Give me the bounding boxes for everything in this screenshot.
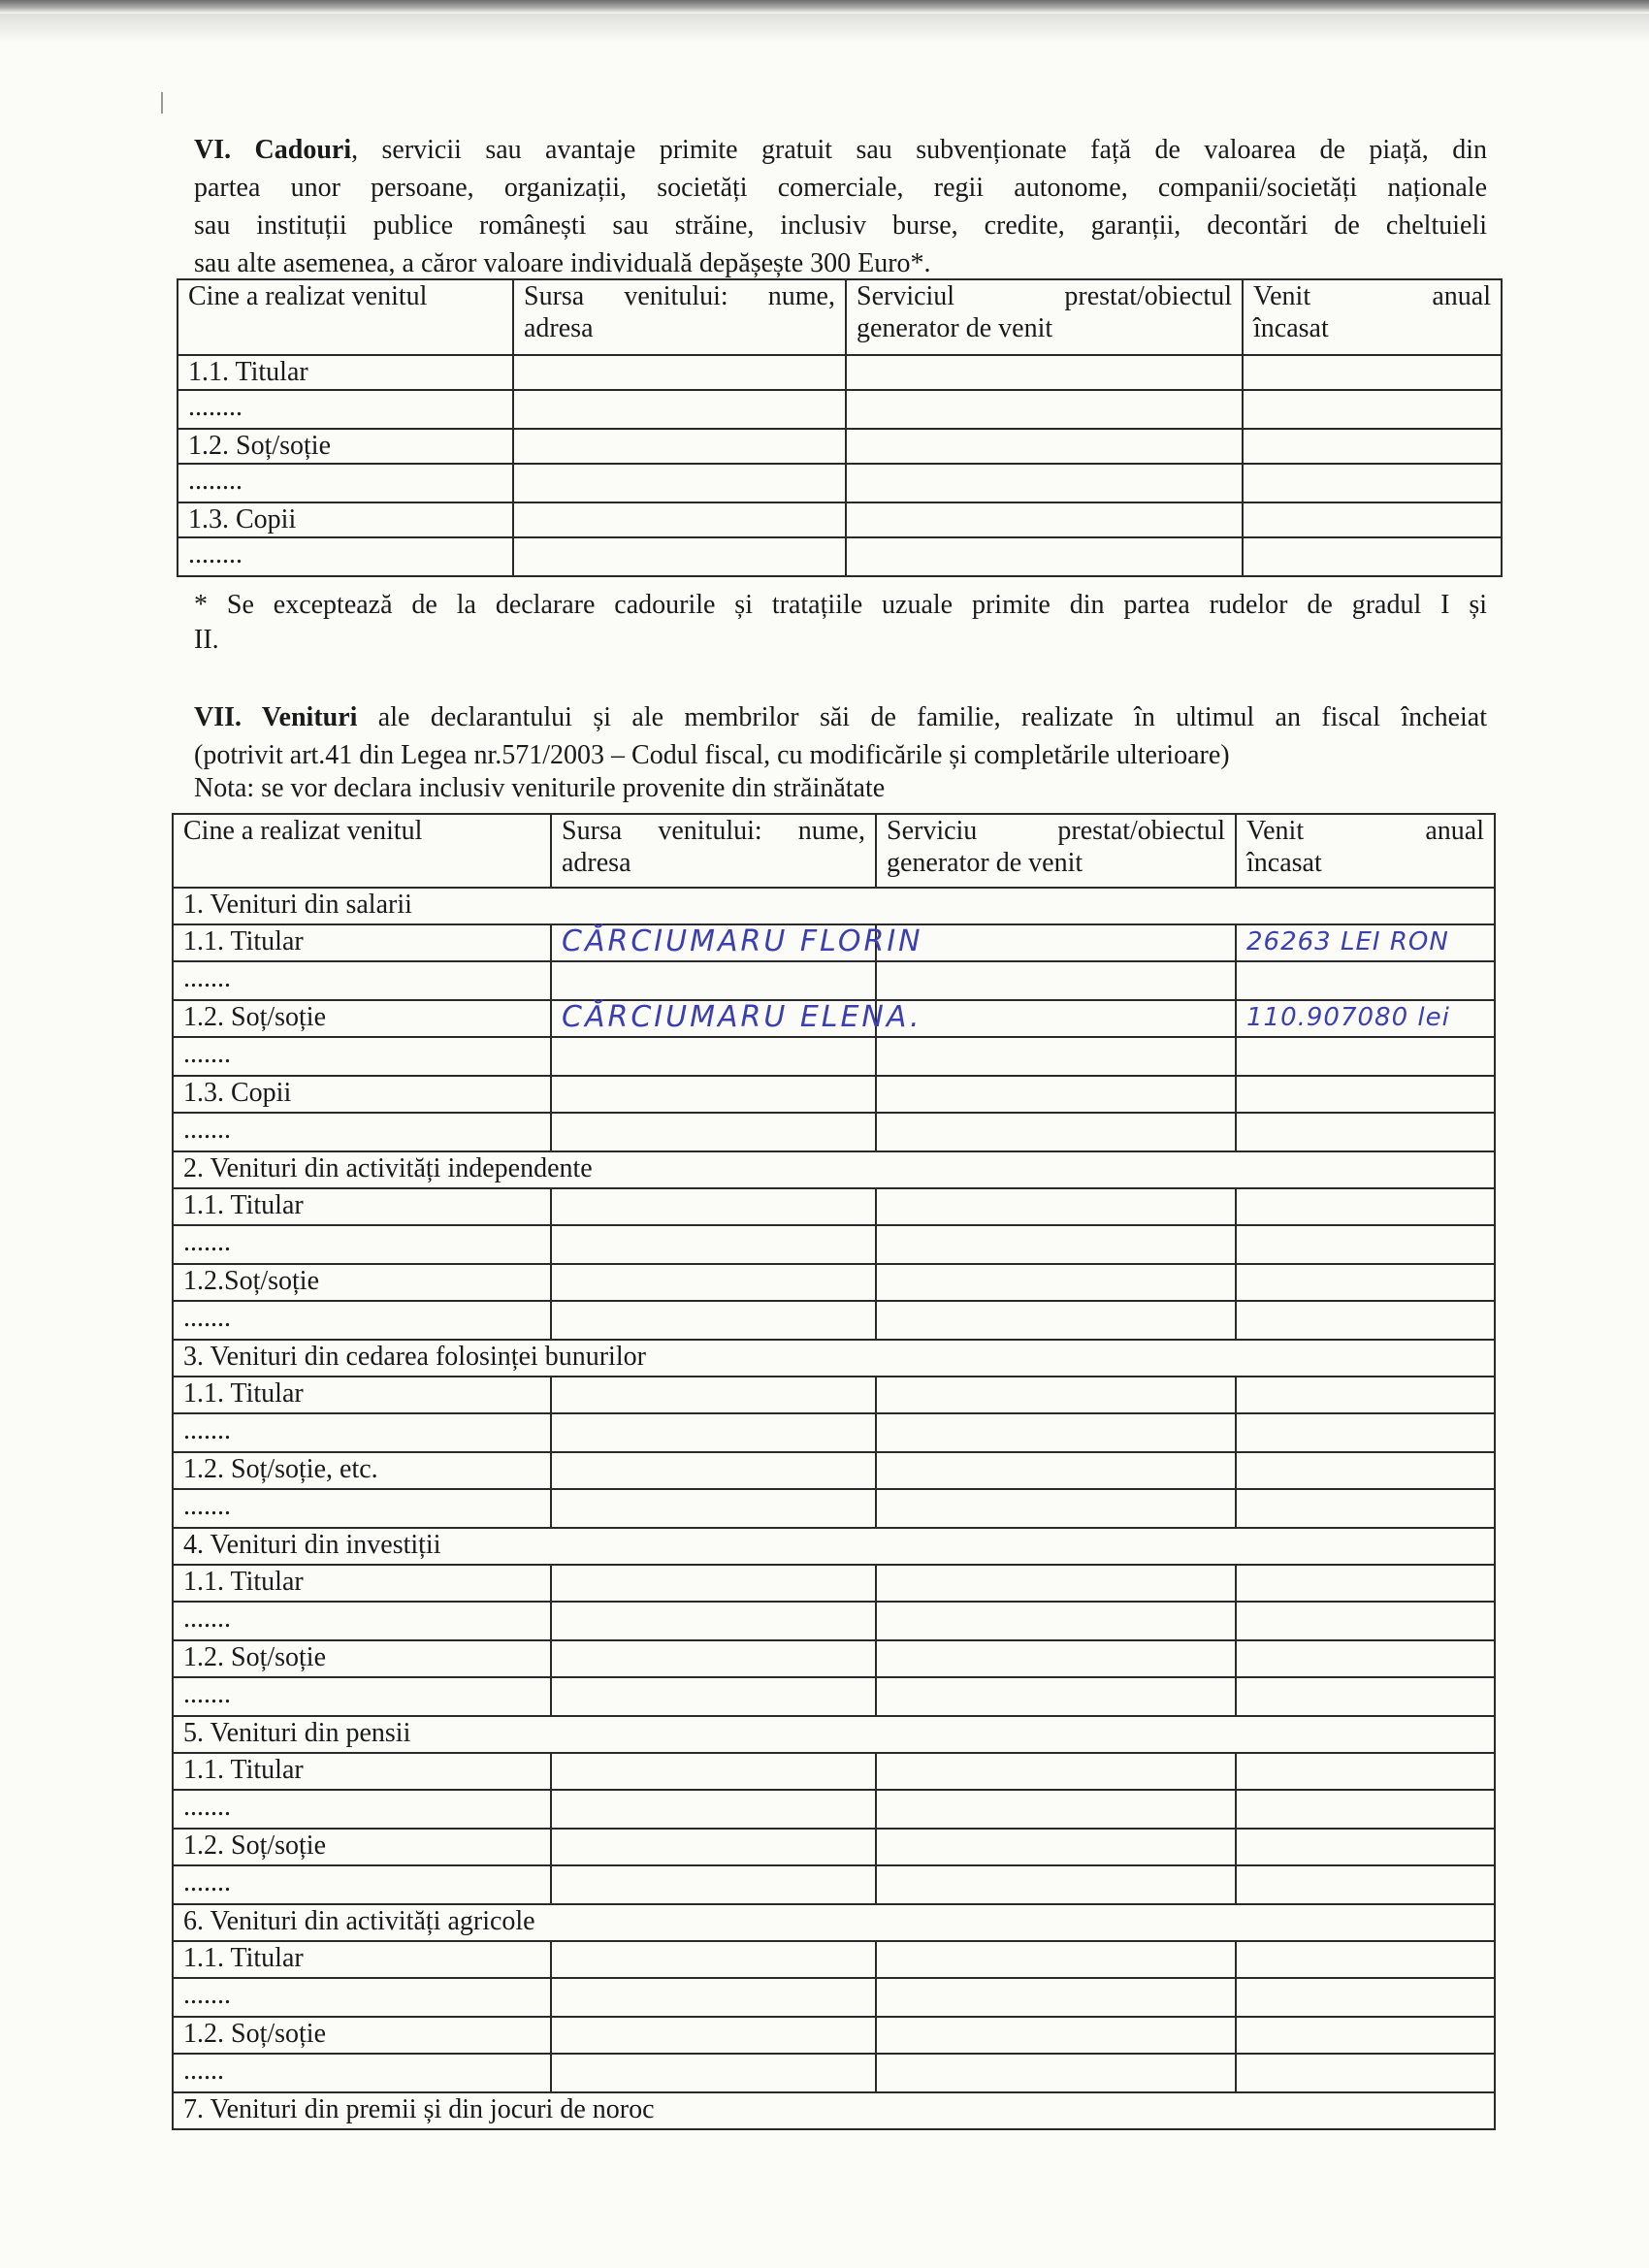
table-row: [173, 1640, 1495, 1677]
handwritten-source: [551, 1000, 922, 1037]
table-row: [173, 1000, 1495, 1037]
empty-cell: [876, 1076, 1236, 1113]
empty-cell: [551, 961, 876, 1000]
empty-cell: [876, 1565, 1236, 1602]
empty-cell: [846, 464, 1243, 502]
empty-cell: [876, 1113, 1236, 1151]
empty-cell: [1236, 1865, 1495, 1904]
empty-cell: [876, 1602, 1236, 1640]
empty-cell: [876, 1037, 1236, 1076]
empty-cell: [876, 1640, 1236, 1677]
empty-cell: [876, 1377, 1236, 1413]
income-table: [172, 813, 1496, 2130]
handwritten-source: [551, 924, 923, 961]
empty-cell: [551, 1640, 876, 1677]
table-row: [173, 961, 1495, 1000]
category-row: [173, 1904, 1495, 1941]
empty-cell: [551, 1076, 876, 1113]
table-row: [173, 1753, 1495, 1790]
empty-cell: [551, 1452, 876, 1489]
empty-cell: [513, 355, 846, 390]
row-label: .......: [173, 1677, 551, 1716]
empty-cell: [551, 1377, 876, 1413]
handwritten-income: [1236, 924, 1495, 961]
empty-cell: [876, 1941, 1236, 1978]
empty-cell: [551, 1188, 876, 1225]
table-row: [173, 1489, 1495, 1528]
section7-intro-note: Nota: se vor declara inclusiv veniturile provenite din străinătate: [194, 773, 886, 803]
row-label: .......: [173, 1037, 551, 1076]
empty-cell: [1236, 1264, 1495, 1301]
empty-cell: [1236, 1753, 1495, 1790]
empty-cell: [876, 2054, 1236, 2092]
table-row: [173, 1264, 1495, 1301]
gifts-header-row: [178, 279, 1502, 355]
empty-cell: [1236, 1113, 1495, 1151]
category-row: [173, 1151, 1495, 1188]
empty-cell: [876, 1790, 1236, 1829]
row-label: 1.2.Soț/soție: [173, 1264, 551, 1301]
row-label: ........: [178, 464, 513, 502]
row-label: 1.2. Soț/soție: [173, 1640, 551, 1677]
empty-cell: [551, 1264, 876, 1301]
row-label: 1.1. Titular: [173, 1565, 551, 1602]
empty-cell: [551, 1941, 876, 1978]
empty-cell: [1236, 1565, 1495, 1602]
row-label: .......: [173, 1413, 551, 1452]
handwritten-source-text: CĂRCIUMARU FLORIN: [562, 924, 923, 958]
empty-cell: [1243, 355, 1502, 390]
empty-cell: [1236, 1602, 1495, 1640]
empty-cell: [551, 1865, 876, 1904]
table-row: [173, 1790, 1495, 1829]
table-row: [178, 537, 1502, 576]
empty-cell: [551, 1113, 876, 1151]
category-title: 2. Venituri din activități independente: [173, 1151, 1495, 1188]
empty-cell: [846, 355, 1243, 390]
empty-cell: [876, 1978, 1236, 2017]
empty-cell: [1236, 1301, 1495, 1340]
section7-heading: VII. Venituri: [194, 702, 358, 732]
income-col-service: Serviciu prestat/obiectul generator de venit: [876, 814, 1236, 888]
category-title: 7. Venituri din premii și din jocuri de noroc: [173, 2092, 1495, 2129]
table-row: [173, 1413, 1495, 1452]
empty-cell: [1236, 2054, 1495, 2092]
table-row: [173, 1565, 1495, 1602]
category-row: [173, 2092, 1495, 2129]
empty-cell: [513, 537, 846, 576]
row-label: 1.1. Titular: [173, 1941, 551, 1978]
scan-top-edge: [0, 0, 1649, 14]
empty-cell: [876, 1413, 1236, 1452]
empty-cell: [1236, 1452, 1495, 1489]
row-label: .......: [173, 1790, 551, 1829]
col-source: Sursa venitului: nume, adresa: [513, 279, 846, 355]
handwritten-income: [1236, 1000, 1495, 1037]
category-row: [173, 1340, 1495, 1377]
empty-cell: [513, 429, 846, 464]
category-title: 5. Venituri din pensii: [173, 1716, 1495, 1753]
empty-cell: [551, 1565, 876, 1602]
row-label: .......: [173, 1225, 551, 1264]
empty-cell: [551, 2054, 876, 2092]
row-label: .......: [173, 1489, 551, 1528]
empty-cell: [1243, 429, 1502, 464]
table-row: [173, 2017, 1495, 2054]
table-row: [173, 924, 1495, 961]
empty-cell: [876, 1865, 1236, 1904]
row-label: 1.2. Soț/soție: [173, 1829, 551, 1865]
row-label: 1.2. Soț/soție: [178, 429, 513, 464]
empty-cell: [876, 924, 1236, 961]
gifts-table: [177, 278, 1503, 577]
empty-cell: [1236, 1413, 1495, 1452]
empty-cell: [876, 1677, 1236, 1716]
row-label: ........: [178, 390, 513, 429]
table-row: [173, 1829, 1495, 1865]
table-row: [173, 1037, 1495, 1076]
row-label: 1.1. Titular: [178, 355, 513, 390]
row-label: .......: [173, 1113, 551, 1151]
empty-cell: [1236, 1076, 1495, 1113]
empty-cell: [551, 2017, 876, 2054]
section7-intro: [194, 698, 1487, 803]
empty-cell: [876, 1000, 1236, 1037]
handwritten-income-text: 26263 LEI RON: [1246, 927, 1449, 956]
table-row: [178, 355, 1502, 390]
empty-cell: [1236, 1377, 1495, 1413]
row-label: 1.1. Titular: [173, 1753, 551, 1790]
empty-cell: [1243, 464, 1502, 502]
empty-cell: [876, 2017, 1236, 2054]
row-label: ......: [173, 2054, 551, 2092]
empty-cell: [513, 464, 846, 502]
table-row: [173, 1941, 1495, 1978]
empty-cell: [1236, 1188, 1495, 1225]
row-label: .......: [173, 1301, 551, 1340]
empty-cell: [876, 1829, 1236, 1865]
row-label: 1.1. Titular: [173, 1377, 551, 1413]
section7-intro-line1: [194, 698, 1487, 736]
empty-cell: [551, 1790, 876, 1829]
table-row: [173, 2054, 1495, 2092]
section7-intro-text1: ale declarantului și ale membrilor săi de familie, realizate în ultimul an fiscal încheiat: [357, 702, 1487, 732]
gifts-footnote: [194, 588, 1487, 658]
row-label: .......: [173, 1602, 551, 1640]
category-row: [173, 1528, 1495, 1565]
category-title: 3. Venituri din cedarea folosinței bunurilor: [173, 1340, 1495, 1377]
empty-cell: [876, 1264, 1236, 1301]
category-row: [173, 888, 1495, 924]
col-income: Venit anual încasat: [1243, 279, 1502, 355]
row-label: 1.3. Copii: [173, 1076, 551, 1113]
empty-cell: [1236, 1640, 1495, 1677]
row-label: 1.3. Copii: [178, 502, 513, 537]
income-col-who: Cine a realizat venitul: [173, 814, 551, 888]
row-label: ........: [178, 537, 513, 576]
table-row: [173, 1377, 1495, 1413]
empty-cell: [876, 1489, 1236, 1528]
empty-cell: [1236, 961, 1495, 1000]
table-row: [173, 1225, 1495, 1264]
margin-mark: [161, 92, 163, 113]
section6-intro-text1: , servicii sau avantaje primite gratuit sau subvenționate față de valoarea de piață, din: [351, 135, 1487, 165]
empty-cell: [1243, 537, 1502, 576]
empty-cell: [551, 1602, 876, 1640]
section6-intro: [194, 131, 1487, 282]
empty-cell: [1236, 1978, 1495, 2017]
row-label: 1.2. Soț/soție: [173, 1000, 551, 1037]
row-label: .......: [173, 1978, 551, 2017]
empty-cell: [551, 1978, 876, 2017]
row-label: 1.2. Soț/soție, etc.: [173, 1452, 551, 1489]
empty-cell: [551, 1301, 876, 1340]
income-header-row: [173, 814, 1495, 888]
empty-cell: [1236, 1790, 1495, 1829]
empty-cell: [1236, 1677, 1495, 1716]
row-label: 1.1. Titular: [173, 1188, 551, 1225]
table-row: [178, 464, 1502, 502]
section6-heading: VI. Cadouri: [194, 135, 352, 165]
empty-cell: [876, 1188, 1236, 1225]
empty-cell: [846, 537, 1243, 576]
footnote-line2: II.: [194, 625, 219, 655]
empty-cell: [551, 1037, 876, 1076]
table-row: [178, 429, 1502, 464]
row-label: .......: [173, 961, 551, 1000]
handwritten-income-text: 110.907080 lei: [1246, 1003, 1450, 1032]
category-title: 6. Venituri din activități agricole: [173, 1904, 1495, 1941]
empty-cell: [551, 1489, 876, 1528]
row-label: 1.1. Titular: [173, 924, 551, 961]
col-service: Serviciul prestat/obiectul generator de venit: [846, 279, 1243, 355]
table-row: [173, 1076, 1495, 1113]
empty-cell: [551, 1753, 876, 1790]
table-row: [173, 1113, 1495, 1151]
empty-cell: [876, 1753, 1236, 1790]
table-row: [173, 1677, 1495, 1716]
table-row: [173, 1602, 1495, 1640]
empty-cell: [846, 429, 1243, 464]
table-row: [173, 1865, 1495, 1904]
empty-cell: [876, 1452, 1236, 1489]
footnote-line1: * Se exceptează de la declarare cadourile și tratațiile uzuale primite din partea rudelor de gradul I și: [194, 590, 1487, 620]
table-row: [178, 390, 1502, 429]
empty-cell: [876, 1301, 1236, 1340]
empty-cell: [1236, 1037, 1495, 1076]
table-row: [178, 502, 1502, 537]
col-who: Cine a realizat venitul: [178, 279, 513, 355]
empty-cell: [1236, 1829, 1495, 1865]
empty-cell: [551, 1677, 876, 1716]
section6-intro-line2: partea unor persoane, organizații, societăți comerciale, regii autonome, companii/societăți naționale: [194, 173, 1487, 203]
empty-cell: [1243, 390, 1502, 429]
empty-cell: [846, 502, 1243, 537]
table-row: [173, 1978, 1495, 2017]
table-row: [173, 1452, 1495, 1489]
table-row: [173, 1188, 1495, 1225]
category-title: 4. Venituri din investiții: [173, 1528, 1495, 1565]
handwritten-source-text: CĂRCIUMARU ELENA.: [562, 1000, 922, 1034]
row-label: 1.2. Soț/soție: [173, 2017, 551, 2054]
empty-cell: [1236, 1225, 1495, 1264]
empty-cell: [846, 390, 1243, 429]
empty-cell: [1236, 2017, 1495, 2054]
empty-cell: [551, 1829, 876, 1865]
section7-intro-line2: (potrivit art.41 din Legea nr.571/2003 – Codul fiscal, cu modificările și completările ulterioare): [194, 740, 1230, 770]
empty-cell: [551, 1413, 876, 1452]
income-col-source: Sursa venitului: nume, adresa: [551, 814, 876, 888]
empty-cell: [876, 1225, 1236, 1264]
empty-cell: [513, 502, 846, 537]
empty-cell: [513, 390, 846, 429]
row-label: .......: [173, 1865, 551, 1904]
section6-intro-line4: sau alte asemenea, a căror valoare individuală depășește 300 Euro*.: [194, 248, 931, 278]
income-col-income: Venit anual încasat: [1236, 814, 1495, 888]
empty-cell: [1236, 1489, 1495, 1528]
category-row: [173, 1716, 1495, 1753]
section6-intro-line1: [194, 131, 1487, 169]
scan-shadow: [0, 14, 1649, 43]
empty-cell: [551, 1225, 876, 1264]
section6-intro-line3: sau instituții publice românești sau străine, inclusiv burse, credite, garanții, decontări de cheltuieli: [194, 211, 1487, 241]
empty-cell: [1236, 1941, 1495, 1978]
empty-cell: [876, 961, 1236, 1000]
empty-cell: [1243, 502, 1502, 537]
category-title: 1. Venituri din salarii: [173, 888, 1495, 924]
table-row: [173, 1301, 1495, 1340]
